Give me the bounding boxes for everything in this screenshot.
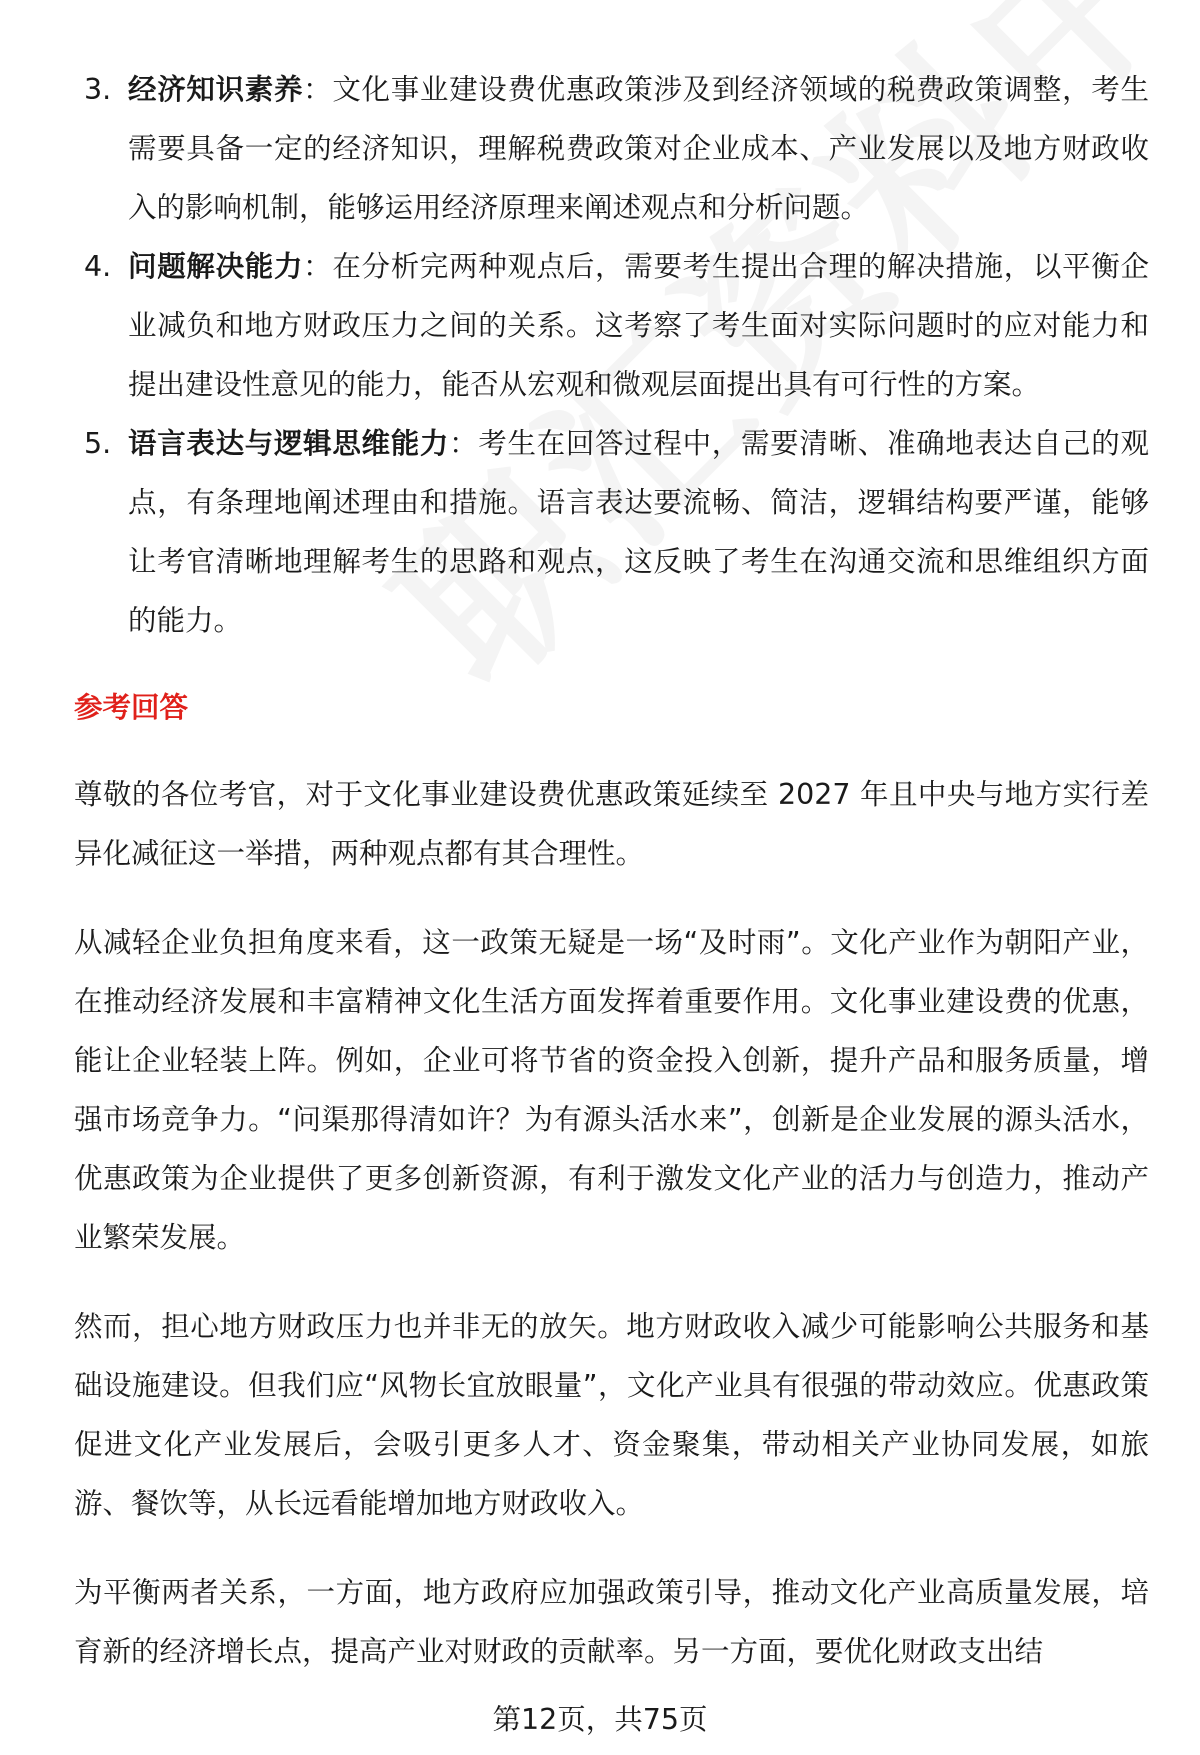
list-item-text: ：文化事业建设费优惠政策涉及到经济领域的税费政策调整，考生需要具备一定的经济知识，理解税费政策对企业成本、产业发展以及地方财政收入的影响机制，能够运用经济原理来阐述观点和分析问题。 — [128, 73, 1149, 224]
list-item-term: 语言表达与逻辑思维能力 — [128, 427, 450, 460]
page-number-footer: 第12页，共75页 — [492, 1703, 708, 1736]
list-item-number: 4. — [84, 250, 112, 283]
section-heading: 参考回答 — [74, 691, 189, 724]
list-item — [74, 414, 1149, 650]
paragraph: 然而，担心地方财政压力也并非无的放矢。地方财政收入减少可能影响公共服务和基础设施建设。但我们应“风物长宜放眼量”，文化产业具有很强的带动效应。优惠政策促进文化产业发展后，会吸引更多人才、资金聚集，带动相关产业协同发展，如旅游、餐饮等，从长远看能增加地方财政收入。 — [74, 1310, 1149, 1520]
list-item-text: ：在分析完两种观点后，需要考生提出合理的解决措施，以平衡企业减负和地方财政压力之间的关系。这考察了考生面对实际问题时的应对能力和提出建设性意见的能力，能否从宏观和微观层面提出具有可行性的方案。 — [128, 250, 1149, 401]
list-item-text: ：考生在回答过程中，需要清晰、准确地表达自己的观点，有条理地阐述理由和措施。语言表达要流畅、简洁，逻辑结构要严谨，能够让考官清晰地理解考生的思路和观点，这反映了考生在沟通交流和思维组织方面的能力。 — [128, 427, 1149, 637]
evaluation-points-list — [74, 60, 1149, 650]
list-item-term: 经济知识素养 — [128, 73, 304, 106]
list-item — [74, 237, 1149, 414]
paragraph: 为平衡两者关系，一方面，地方政府应加强政策引导，推动文化产业高质量发展，培育新的经济增长点，提高产业对财政的贡献率。另一方面，要优化财政支出结 — [74, 1576, 1149, 1668]
list-item — [74, 60, 1149, 237]
paragraph: 从减轻企业负担角度来看，这一政策无疑是一场“及时雨”。文化产业作为朝阳产业，在推动经济发展和丰富精神文化生活方面发挥着重要作用。文化事业建设费的优惠，能让企业轻装上阵。例如，企业可将节省的资金投入创新，提升产品和服务质量，增强市场竞争力。“问渠那得清如许？为有源头活水来”，创新是企业发展的源头活水，优惠政策为企业提供了更多创新资源，有利于激发文化产业的活力与创造力，推动产业繁荣发展。 — [74, 926, 1149, 1254]
paragraph: 尊敬的各位考官，对于文化事业建设费优惠政策延续至 2027 年且中央与地方实行差异化减征这一举措，两种观点都有其合理性。 — [74, 778, 1149, 870]
list-item-term: 问题解决能力 — [128, 250, 304, 283]
page-content — [74, 60, 1149, 1711]
list-item-number: 5. — [84, 427, 112, 460]
list-item-number: 3. — [84, 73, 112, 106]
